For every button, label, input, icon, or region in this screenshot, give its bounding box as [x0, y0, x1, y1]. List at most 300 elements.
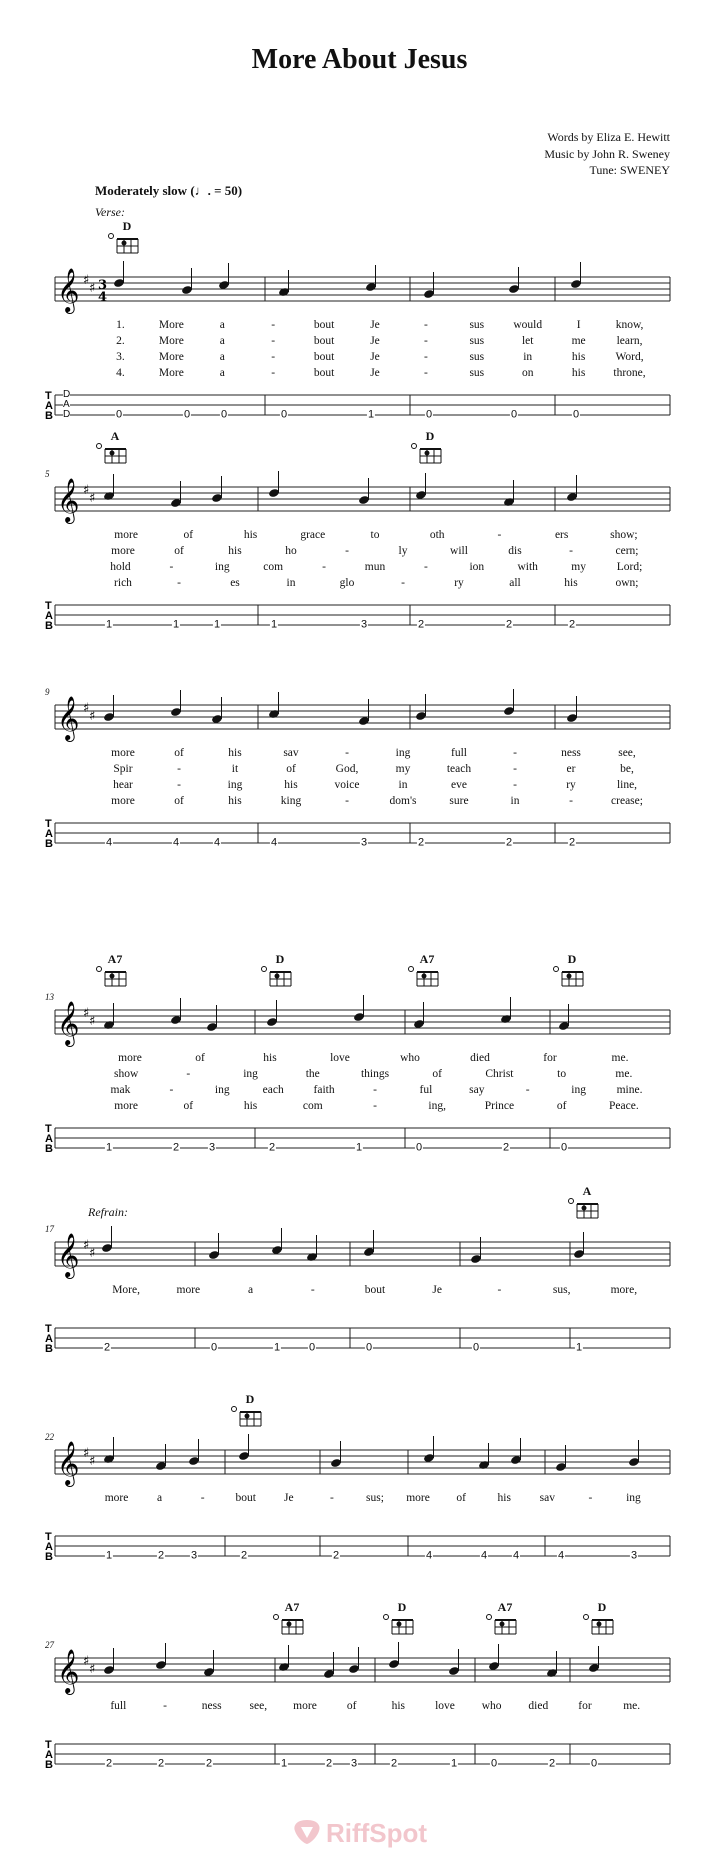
- tab-fret-number: 4: [172, 836, 180, 849]
- lyric-syllable: more: [114, 529, 138, 541]
- guitar-pick-icon: [292, 1818, 322, 1846]
- music-system: [0, 417, 719, 647]
- lyric-syllable: -: [200, 1492, 205, 1504]
- music-credit: Music by John R. Sweney: [544, 146, 670, 161]
- time-signature-bottom: 4: [98, 290, 108, 305]
- measure-number: 22: [45, 1432, 54, 1442]
- chord-diagram-icon: [569, 1199, 599, 1219]
- lyric-syllable: a: [219, 351, 225, 363]
- chord-name: A7: [284, 1600, 300, 1614]
- tab-fret-number: 2: [502, 1141, 510, 1154]
- lyric-syllable: it: [231, 763, 239, 775]
- lyric-syllable: -: [271, 335, 276, 347]
- lyric-syllable: -: [345, 795, 349, 807]
- chord-name: D: [567, 952, 577, 966]
- lyric-syllable: sav: [539, 1492, 555, 1504]
- chord-name: D: [397, 1600, 407, 1614]
- lyric-syllable: dis: [508, 545, 522, 557]
- lyric-syllable: ful: [419, 1084, 433, 1096]
- tab-clef-letter: B: [45, 1143, 53, 1155]
- lyric-syllable: on: [521, 367, 534, 379]
- lyric-syllable: com: [263, 561, 284, 573]
- tab-clef-letter: T: [45, 600, 52, 612]
- tab-fret-number: 4: [557, 1549, 565, 1562]
- lyric-syllable: more: [176, 1284, 201, 1296]
- lyric-syllable: com: [302, 1100, 323, 1112]
- lyric-syllable: of: [174, 545, 184, 557]
- measure-number: 17: [45, 1224, 54, 1234]
- tab-fret-number: 0: [308, 1341, 316, 1354]
- lyric-syllable: sus: [469, 335, 485, 347]
- lyric-syllable: Lord;: [616, 561, 643, 573]
- lyric-syllable: -: [345, 747, 349, 759]
- tab-fret-number: 2: [240, 1549, 248, 1562]
- tab-clef-letter: T: [45, 390, 52, 402]
- lyric-syllable: me: [571, 335, 586, 347]
- lyric-syllable: bout: [313, 319, 335, 331]
- lyric-syllable: mine.: [616, 1084, 643, 1096]
- lyric-syllable: of: [456, 1492, 466, 1504]
- lyric-syllable: ness: [561, 747, 581, 759]
- lyric-syllable: ing: [243, 1068, 258, 1080]
- lyric-syllable: hold: [110, 561, 131, 573]
- lyric-syllable: love: [330, 1052, 350, 1064]
- lyric-syllable: ing: [626, 1492, 641, 1504]
- lyric-syllable: -: [310, 1284, 315, 1296]
- lyric-syllable: rich: [114, 577, 132, 589]
- lyric-syllable: -: [271, 319, 276, 331]
- tab-fret-number: 1: [105, 1141, 113, 1154]
- lyric-syllable: to: [370, 529, 380, 541]
- lyric-syllable: -: [423, 367, 428, 379]
- lyric-syllable: cern;: [615, 545, 639, 557]
- lyric-syllable: -: [177, 577, 181, 589]
- tab-fret-number: 2: [172, 1141, 180, 1154]
- tab-fret-number: 2: [205, 1757, 213, 1770]
- watermark: [0, 1818, 719, 1849]
- lyric-syllable: bout: [235, 1492, 256, 1504]
- tab-fret-number: 0: [472, 1341, 480, 1354]
- lyric-syllable: -: [169, 561, 174, 573]
- tab-fret-number: 4: [213, 836, 221, 849]
- song-title: More About Jesus: [251, 44, 468, 75]
- lyric-syllable: -: [177, 779, 181, 791]
- tab-clef-letter: A: [45, 400, 53, 412]
- verse-label: Verse:: [95, 205, 125, 219]
- lyric-syllable: learn,: [616, 335, 643, 347]
- lyric-syllable: each: [262, 1084, 284, 1096]
- tab-fret-number: 2: [325, 1757, 333, 1770]
- lyric-syllable: bout: [313, 351, 335, 363]
- lyric-syllable: more: [111, 545, 135, 557]
- music-system: [0, 1380, 719, 1610]
- lyric-syllable: ing,: [428, 1100, 447, 1112]
- sharp-icon: ♯: [83, 1654, 90, 1669]
- lyric-syllable: -: [177, 763, 181, 775]
- lyric-syllable: sure: [449, 795, 469, 807]
- chord-diagram-icon: [384, 1615, 414, 1635]
- lyric-syllable: ing: [395, 747, 411, 759]
- tab-clef-letter: T: [45, 1531, 52, 1543]
- sharp-icon: ♯: [83, 1238, 90, 1253]
- tab-fret-number: 1: [450, 1757, 458, 1770]
- tab-fret-number: 1: [575, 1341, 583, 1354]
- treble-clef-icon: 𝄞: [57, 696, 80, 740]
- tab-clef-letter: A: [45, 610, 53, 622]
- lyric-syllable: know,: [615, 319, 644, 331]
- lyric-syllable: be,: [620, 763, 634, 775]
- lyric-syllable: more: [118, 1052, 142, 1064]
- lyric-syllable: More: [158, 367, 184, 379]
- lyric-syllable: -: [423, 561, 428, 573]
- lyric-syllable: Christ: [485, 1068, 514, 1080]
- lyric-syllable: eve: [451, 779, 467, 791]
- lyric-syllable: -: [588, 1492, 593, 1504]
- lyric-syllable: ry: [454, 577, 464, 589]
- sharp-icon: ♯: [89, 281, 96, 296]
- lyric-syllable: died: [528, 1700, 549, 1712]
- lyric-syllable: let: [521, 335, 534, 347]
- lyric-syllable: see,: [249, 1700, 268, 1712]
- lyric-syllable: own;: [615, 577, 639, 589]
- lyric-syllable: -: [345, 545, 349, 557]
- sharp-icon: ♯: [83, 701, 90, 716]
- tab-fret-number: 0: [365, 1341, 373, 1354]
- tab-fret-number: 0: [183, 408, 191, 421]
- lyric-syllable: -: [169, 1084, 174, 1096]
- sharp-icon: ♯: [83, 273, 90, 288]
- lyric-syllable: God,: [335, 763, 359, 775]
- lyric-syllable: faith: [313, 1084, 335, 1096]
- lyric-syllable: my: [395, 763, 411, 775]
- watermark-text: RiffSpot: [325, 1818, 428, 1848]
- lyric-syllable: -: [271, 351, 276, 363]
- lyric-syllable: his: [243, 1100, 258, 1112]
- lyric-syllable: more: [406, 1492, 430, 1504]
- lyric-syllable: see,: [618, 747, 636, 759]
- lyric-syllable: who: [400, 1052, 420, 1064]
- lyric-syllable: his: [564, 577, 578, 589]
- chord-name: A7: [107, 952, 123, 966]
- tab-string-name: D: [63, 389, 71, 400]
- lyric-syllable: Je: [370, 367, 380, 379]
- lyric-syllable: -: [163, 1700, 167, 1712]
- chord-diagram-icon: [232, 1407, 262, 1427]
- tempo-value: (♩. = 50): [190, 183, 243, 198]
- chord-diagram-icon: [554, 967, 584, 987]
- lyric-syllable: 3.: [116, 351, 125, 363]
- chord-diagram-icon: [487, 1615, 517, 1635]
- lyric-syllable: my: [571, 561, 586, 573]
- lyric-syllable: ho: [285, 545, 297, 557]
- tab-fret-number: 2: [157, 1549, 165, 1562]
- tab-fret-number: 0: [510, 408, 518, 421]
- tab-fret-number: 1: [105, 1549, 113, 1562]
- tab-clef-letter: B: [45, 1343, 53, 1355]
- lyric-syllable: ing: [571, 1084, 586, 1096]
- lyric-syllable: -: [423, 319, 428, 331]
- chord-diagram-icon: [262, 967, 292, 987]
- chord-name: D: [425, 429, 435, 443]
- lyric-syllable: a: [219, 335, 225, 347]
- lyric-syllable: in: [523, 351, 533, 363]
- lyric-syllable: -: [497, 1284, 502, 1296]
- lyric-syllable: Je: [284, 1492, 294, 1504]
- tab-fret-number: 3: [360, 618, 368, 631]
- words-credit: Words by Eliza E. Hewitt: [547, 130, 670, 144]
- tab-fret-number: 3: [350, 1757, 358, 1770]
- tab-string-name: D: [63, 409, 71, 420]
- lyric-syllable: More: [158, 335, 184, 347]
- lyric-syllable: in: [398, 779, 408, 791]
- lyric-syllable: me.: [615, 1068, 633, 1080]
- chord-diagram-icon: [97, 967, 127, 987]
- lyric-syllable: Je: [432, 1284, 443, 1296]
- treble-clef-icon: 𝄞: [57, 1441, 80, 1485]
- lyric-syllable: sus: [469, 319, 485, 331]
- tab-fret-number: 2: [417, 836, 425, 849]
- lyric-syllable: ly: [398, 545, 408, 557]
- lyric-syllable: more: [111, 747, 135, 759]
- lyric-syllable: of: [286, 763, 296, 775]
- lyric-syllable: Je: [370, 351, 380, 363]
- music-system: [0, 1172, 719, 1402]
- lyric-syllable: throne,: [613, 367, 646, 379]
- chord-name: D: [275, 952, 285, 966]
- lyric-syllable: Peace.: [609, 1100, 639, 1112]
- lyric-syllable: More: [158, 351, 184, 363]
- tab-fret-number: 2: [548, 1757, 556, 1770]
- lyric-syllable: all: [509, 577, 521, 589]
- tab-clef-letter: T: [45, 818, 52, 830]
- tab-clef-letter: B: [45, 1759, 53, 1771]
- chord-diagram-icon: [97, 444, 127, 464]
- tab-fret-number: 0: [415, 1141, 423, 1154]
- lyric-syllable: -: [401, 577, 405, 589]
- lyric-syllable: -: [186, 1068, 191, 1080]
- lyric-syllable: I: [576, 319, 581, 331]
- lyric-syllable: his: [391, 1700, 406, 1712]
- tab-fret-number: 1: [172, 618, 180, 631]
- tab-clef-letter: A: [45, 1749, 53, 1761]
- tune-credit: Tune: SWENEY: [589, 163, 670, 177]
- lyric-syllable: ing: [227, 779, 243, 791]
- lyric-syllable: ing: [214, 561, 230, 573]
- lyric-syllable: -: [513, 747, 517, 759]
- measure-number: 13: [45, 992, 54, 1002]
- tab-fret-number: 2: [417, 618, 425, 631]
- tab-fret-number: 0: [220, 408, 228, 421]
- lyric-syllable: bout: [313, 335, 335, 347]
- lyric-syllable: full: [451, 747, 467, 759]
- tab-clef-letter: A: [45, 1541, 53, 1553]
- lyric-syllable: mak: [110, 1084, 131, 1096]
- treble-clef-icon: 𝄞: [57, 268, 80, 312]
- lyric-syllable: ry: [566, 779, 576, 791]
- time-signature-top: 3: [98, 278, 108, 293]
- lyric-syllable: things: [360, 1068, 390, 1080]
- lyric-syllable: dom's: [389, 795, 417, 807]
- lyric-syllable: more: [114, 1100, 138, 1112]
- credits: [544, 129, 670, 179]
- tab-fret-number: 0: [490, 1757, 498, 1770]
- treble-clef-icon: 𝄞: [57, 1233, 80, 1277]
- lyric-syllable: of: [174, 747, 184, 759]
- refrain-label: Refrain:: [88, 1205, 128, 1219]
- lyric-syllable: to: [557, 1068, 567, 1080]
- tab-fret-number: 1: [270, 618, 278, 631]
- treble-clef-icon: 𝄞: [57, 478, 80, 522]
- tab-fret-number: 2: [157, 1757, 165, 1770]
- sharp-icon: ♯: [89, 1014, 96, 1029]
- lyric-syllable: sav: [283, 747, 299, 759]
- tab-fret-number: 2: [268, 1141, 276, 1154]
- lyric-syllable: his: [243, 529, 258, 541]
- tab-clef-letter: A: [45, 828, 53, 840]
- lyric-syllable: a: [157, 1492, 163, 1504]
- tab-fret-number: 2: [568, 618, 576, 631]
- treble-clef-icon: 𝄞: [57, 1649, 80, 1693]
- lyric-syllable: More,: [112, 1284, 141, 1296]
- lyric-syllable: the: [305, 1068, 320, 1080]
- sharp-icon: ♯: [89, 491, 96, 506]
- tab-fret-number: 0: [560, 1141, 568, 1154]
- tab-fret-number: 2: [105, 1757, 113, 1770]
- lyric-syllable: his: [571, 367, 586, 379]
- tab-fret-number: 3: [630, 1549, 638, 1562]
- chord-diagram-icon: [274, 1615, 304, 1635]
- lyric-syllable: show;: [610, 529, 638, 541]
- tab-fret-number: 4: [105, 836, 113, 849]
- lyric-syllable: with: [517, 561, 538, 573]
- lyric-syllable: 4.: [116, 367, 125, 379]
- lyric-syllable: bout: [364, 1284, 386, 1296]
- tab-fret-number: 4: [425, 1549, 433, 1562]
- lyric-syllable: -: [497, 529, 502, 541]
- sharp-icon: ♯: [89, 1662, 96, 1677]
- lyric-syllable: of: [183, 529, 194, 541]
- tab-clef-letter: T: [45, 1123, 52, 1135]
- lyric-syllable: -: [569, 545, 573, 557]
- lyric-syllable: Spir: [113, 763, 133, 775]
- measure-number: 5: [45, 469, 50, 479]
- tab-fret-number: 1: [273, 1341, 281, 1354]
- lyric-syllable: 1.: [116, 319, 125, 331]
- sharp-icon: ♯: [89, 1454, 96, 1469]
- lyric-syllable: -: [513, 779, 517, 791]
- lyric-syllable: more: [104, 1492, 129, 1504]
- lyric-syllable: a: [219, 367, 225, 379]
- tab-string-name: A: [63, 399, 70, 410]
- tab-fret-number: 0: [572, 408, 580, 421]
- chord-name: D: [597, 1600, 607, 1614]
- lyric-syllable: -: [373, 1100, 377, 1112]
- lyric-syllable: -: [525, 1084, 530, 1096]
- lyric-syllable: who: [481, 1700, 502, 1712]
- chord-diagram-icon: [584, 1615, 614, 1635]
- lyric-syllable: more,: [610, 1284, 638, 1296]
- lyric-syllable: 2.: [116, 335, 125, 347]
- tab-clef-letter: A: [45, 1333, 53, 1345]
- lyric-syllable: Prince: [484, 1100, 515, 1112]
- lyric-syllable: ing: [214, 1084, 230, 1096]
- tab-fret-number: 0: [280, 408, 288, 421]
- tab-fret-number: 1: [280, 1757, 288, 1770]
- lyric-syllable: his: [571, 351, 586, 363]
- tab-fret-number: 3: [208, 1141, 216, 1154]
- tab-fret-number: 1: [367, 408, 375, 421]
- lyric-syllable: more: [293, 1700, 317, 1712]
- tab-clef-letter: T: [45, 1323, 52, 1335]
- lyric-syllable: Je: [370, 319, 380, 331]
- tab-fret-number: 0: [590, 1757, 598, 1770]
- lyric-syllable: mun: [364, 561, 386, 573]
- chord-diagram-icon: [412, 444, 442, 464]
- music-system: [0, 940, 719, 1170]
- lyric-syllable: More: [158, 319, 184, 331]
- lyric-syllable: ers: [554, 529, 569, 541]
- measure-number: 27: [45, 1640, 54, 1650]
- lyric-syllable: his: [263, 1052, 277, 1064]
- lyric-syllable: his: [497, 1492, 511, 1504]
- sharp-icon: ♯: [83, 1006, 90, 1021]
- tab-fret-number: 1: [105, 618, 113, 631]
- lyric-syllable: died: [470, 1052, 490, 1064]
- lyric-syllable: would: [513, 319, 543, 331]
- lyric-syllable: me.: [623, 1700, 641, 1712]
- tempo-marking: [95, 183, 242, 199]
- chord-name: D: [245, 1392, 255, 1406]
- tab-fret-number: 2: [103, 1341, 111, 1354]
- lyric-syllable: -: [423, 351, 428, 363]
- lyric-syllable: hear: [113, 779, 133, 791]
- tab-fret-number: 2: [505, 836, 513, 849]
- sharp-icon: ♯: [83, 483, 90, 498]
- tab-fret-number: 4: [512, 1549, 520, 1562]
- tab-fret-number: 2: [390, 1757, 398, 1770]
- tab-fret-number: 4: [480, 1549, 488, 1562]
- tab-clef-letter: T: [45, 1739, 52, 1751]
- lyric-syllable: a: [219, 319, 225, 331]
- tab-fret-number: 2: [505, 618, 513, 631]
- sharp-icon: ♯: [89, 1246, 96, 1261]
- lyric-syllable: of: [183, 1100, 194, 1112]
- chord-diagram-icon: [409, 967, 439, 987]
- lyric-syllable: Word,: [615, 351, 644, 363]
- lyric-syllable: crease;: [611, 795, 643, 807]
- lyric-syllable: oth: [429, 529, 445, 541]
- tab-fret-number: 1: [213, 618, 221, 631]
- lyric-syllable: in: [286, 577, 296, 589]
- lyric-syllable: Je: [370, 335, 380, 347]
- sharp-icon: ♯: [89, 709, 96, 724]
- chord-name: D: [122, 219, 132, 233]
- tab-fret-number: 2: [332, 1549, 340, 1562]
- lyric-syllable: of: [556, 1100, 567, 1112]
- tab-fret-number: 0: [115, 408, 123, 421]
- lyric-syllable: will: [450, 545, 468, 557]
- lyric-syllable: -: [322, 561, 326, 573]
- chord-name: A: [110, 429, 120, 443]
- lyric-syllable: glo: [339, 577, 355, 589]
- lyric-syllable: more: [111, 795, 135, 807]
- lyric-syllable: full: [110, 1700, 127, 1712]
- lyric-syllable: teach: [446, 763, 472, 775]
- chord-name: A: [582, 1184, 592, 1198]
- lyric-syllable: ion: [469, 561, 485, 573]
- lyric-syllable: sus,: [552, 1284, 571, 1296]
- lyric-syllable: king: [280, 795, 302, 807]
